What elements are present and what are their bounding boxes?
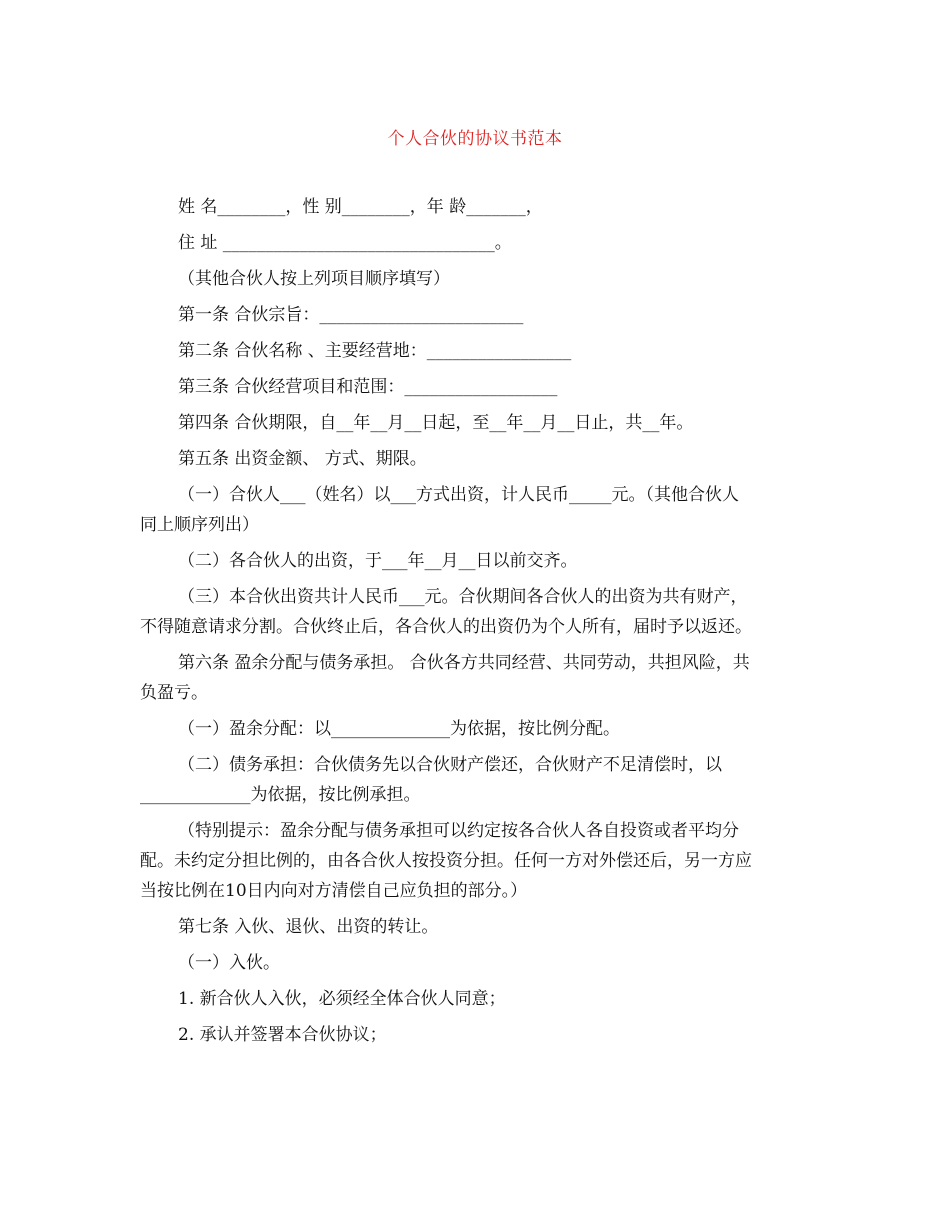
article-7-item-1-point-2: 2. 承认并签署本合伙协议； xyxy=(178,1025,387,1045)
article-3-scope: 第三条 合伙经营项目和范围：__________________ xyxy=(178,377,558,397)
article-7-item-1-point-1: 1. 新合伙人入伙，必须经全体合伙人同意； xyxy=(178,989,506,1009)
article-6-item-2-line-1: （二）债务承担：合伙债务先以合伙财产偿还，合伙财产不足清偿时，以 xyxy=(178,755,722,775)
special-note-line-3: 当按比例在10日内向对方清偿自己应负担的部分。） xyxy=(140,881,528,901)
special-note-line-1: （特别提示：盈余分配与债务承担可以约定按各合伙人各自投资或者平均分 xyxy=(178,821,739,841)
article-5-item-2: （二）各合伙人的出资，于___年__月__日以前交齐。 xyxy=(178,551,578,571)
partner-name-gender-age-line: 姓 名________，性 别________，年 龄_______， xyxy=(178,197,543,217)
special-note-line-2: 配。未约定分担比例的，由各合伙人按投资分担。任何一方对外偿还后，另一方应 xyxy=(140,851,752,871)
article-4-term: 第四条 合伙期限，自__年__月__日起，至__年__月__日止，共__年。 xyxy=(178,413,694,433)
article-6-line-2: 负盈亏。 xyxy=(140,683,208,703)
article-6-item-1: （一）盈余分配：以______________为依据，按比例分配。 xyxy=(178,719,620,739)
article-5-item-1-line-1: （一）合伙人___（姓名）以___方式出资，计人民币_____元。（其他合伙人 xyxy=(178,485,739,505)
other-partners-note: （其他合伙人按上列项目顺序填写） xyxy=(178,269,450,289)
document-title: 个人合伙的协议书范本 xyxy=(387,129,563,149)
article-5-item-3-line-1: （三）本合伙出资共计人民币___元。合伙期间各合伙人的出资为共有财产， xyxy=(178,587,748,607)
article-6-line-1: 第六条 盈余分配与债务承担。 合伙各方共同经营、共同劳动，共担风险，共 xyxy=(178,653,750,673)
article-5-item-3-line-2: 不得随意请求分割。合伙终止后，各合伙人的出资仍为个人所有，届时予以返还。 xyxy=(140,617,752,637)
article-1-purpose: 第一条 合伙宗旨：________________________ xyxy=(178,305,524,325)
article-7-item-1: （一）入伙。 xyxy=(178,953,280,973)
article-6-item-2-line-2: _____________为依据，按比例承担。 xyxy=(140,785,421,805)
document-body xyxy=(140,192,812,1056)
article-5-contribution: 第五条 出资金额、 方式、期限。 xyxy=(178,449,427,469)
partner-address-line: 住 址 ________________________________。 xyxy=(178,233,512,253)
article-5-item-1-line-2: 同上顺序列出） xyxy=(140,515,259,535)
article-7-title: 第七条 入伙、退伙、出资的转让。 xyxy=(178,917,439,937)
article-2-name-location: 第二条 合伙名称 、主要经营地：_________________ xyxy=(178,341,572,361)
